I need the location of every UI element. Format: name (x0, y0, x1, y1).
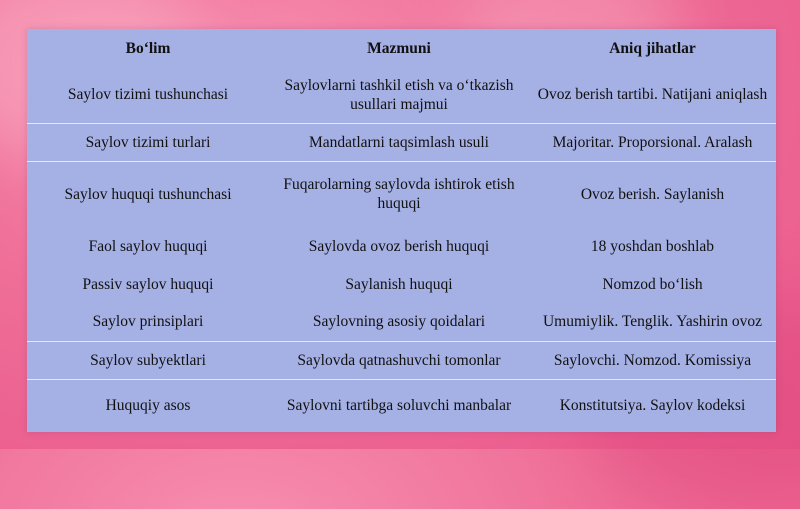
table-row (27, 123, 776, 161)
column-header: Bo‘lim (125, 39, 171, 57)
table-cell: Ovoz berish tartibi. Natijani aniqlash (537, 86, 768, 104)
table-cell: Faol saylov huquqi (88, 237, 208, 255)
table-cell: Majoritar. Proporsional. Aralash (529, 123, 776, 161)
table-row (27, 303, 776, 341)
table-cell: Saylov prinsiplari (92, 313, 204, 331)
table-cell: Ovoz berish. Saylanish (529, 161, 776, 227)
table-cell: 18 yoshdan boshlab (590, 237, 715, 255)
table-row (27, 265, 776, 303)
column-header: Aniq jihatlar (609, 39, 696, 57)
table-panel (27, 29, 776, 432)
table-header-row (27, 29, 776, 67)
table-cell: Mandatlarni taqsimlash usuli (269, 123, 529, 161)
table-cell: Saylovda qatnashuvchi tomonlar (269, 341, 529, 379)
table-cell: Huquqiy asos (27, 379, 269, 432)
content-table (27, 29, 776, 432)
table-cell: Saylovda ovoz berish huquqi (308, 237, 490, 255)
column-header: Mazmuni (367, 39, 431, 57)
table-row (27, 227, 776, 265)
table-cell: Konstitutsiya. Saylov kodeksi (529, 379, 776, 432)
table-cell: Saylov tizimi turlari (27, 123, 269, 161)
table-cell: Passiv saylov huquqi (82, 275, 214, 293)
table-row (27, 379, 776, 432)
table-cell: Saylovlarni tashkil etish va o‘tkazish usullari majmui (284, 76, 514, 113)
table-row (27, 67, 776, 123)
table-row (27, 341, 776, 379)
table-cell: Fuqarolarning saylovda ishtirok etish huquqi (269, 161, 529, 227)
table-cell: Nomzod bo‘lish (602, 275, 703, 293)
table-cell: Saylov tizimi tushunchasi (67, 86, 229, 104)
table-cell: Saylov huquqi tushunchasi (27, 161, 269, 227)
table-row (27, 161, 776, 227)
table-cell: Saylovning asosiy qoidalari (312, 313, 486, 331)
table-cell: Saylanish huquqi (345, 275, 453, 293)
table-cell: Umumiylik. Tenglik. Yashirin ovoz (542, 313, 763, 331)
table-cell: Saylovchi. Nomzod. Komissiya (529, 341, 776, 379)
table-cell: Saylovni tartibga soluvchi manbalar (269, 379, 529, 432)
table-cell: Saylov subyektlari (27, 341, 269, 379)
